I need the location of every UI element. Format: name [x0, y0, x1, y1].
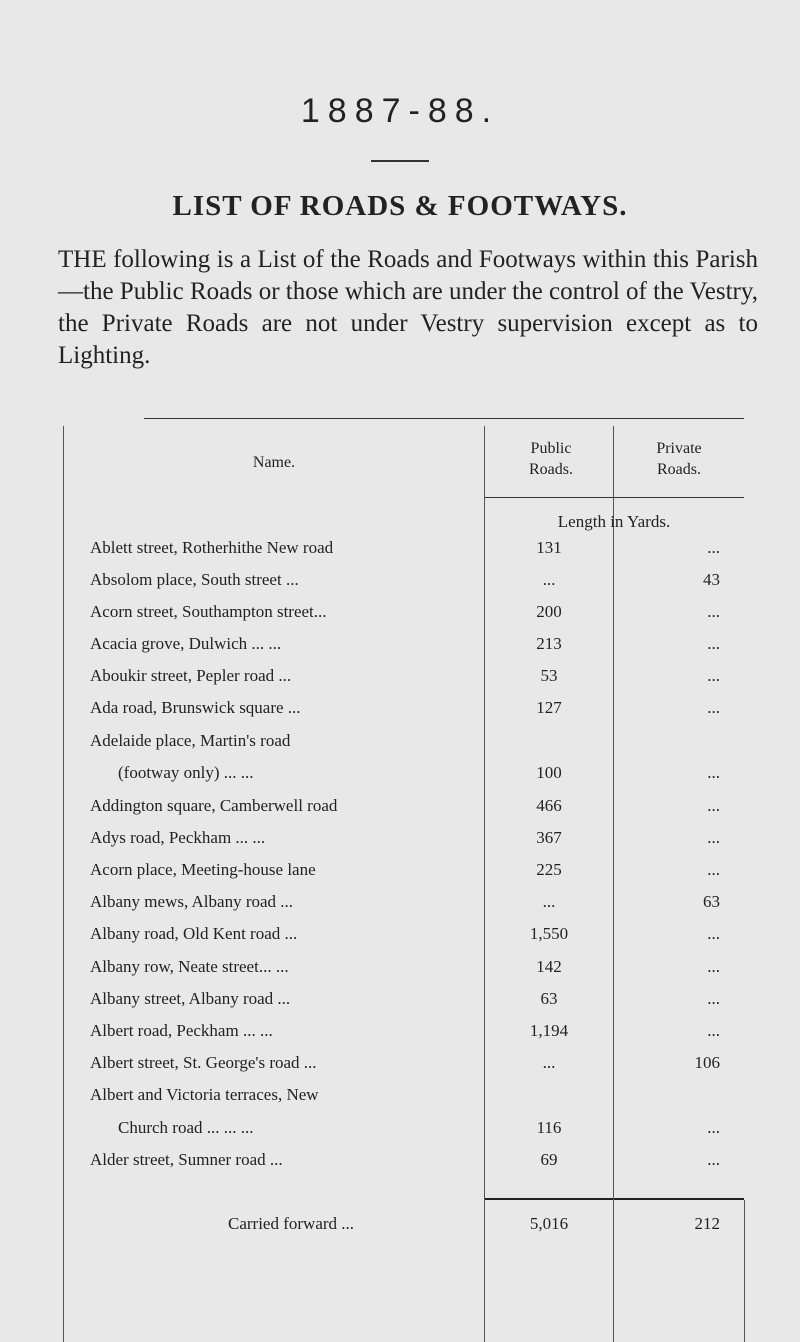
- private-length: ...: [707, 698, 720, 717]
- public-length: 116: [536, 1118, 562, 1137]
- table-row: [0, 1053, 800, 1085]
- public-length: 142: [536, 957, 562, 976]
- page-heading: LIST OF ROADS & FOOTWAYS.: [172, 190, 628, 222]
- private-length: ...: [707, 538, 720, 557]
- table-row: [0, 989, 800, 1021]
- column-header-public: Public Roads.: [529, 440, 573, 478]
- private-length: ...: [707, 1118, 720, 1137]
- table-row: [0, 731, 800, 763]
- private-length: ...: [707, 796, 720, 815]
- road-name: Ablett street, Rotherhithe New road: [90, 538, 334, 557]
- table-row: [0, 1118, 800, 1150]
- road-name: Albert and Victoria terraces, New: [90, 1085, 319, 1104]
- private-length: ...: [707, 1021, 720, 1040]
- table-row: [0, 957, 800, 989]
- road-name: Alder street, Sumner road ...: [90, 1150, 283, 1169]
- public-length: 1,550: [529, 924, 569, 943]
- private-length: 63: [703, 892, 720, 911]
- private-length: ...: [707, 989, 720, 1008]
- road-name: Albany row, Neate street... ...: [90, 957, 289, 976]
- public-length: 213: [536, 634, 562, 653]
- road-name: Ada road, Brunswick square ...: [90, 698, 301, 717]
- road-name: Albany street, Albany road ...: [90, 989, 291, 1008]
- length-unit-label: Length in Yards.: [557, 512, 671, 531]
- public-length: 53: [540, 666, 558, 685]
- table-row: [0, 698, 800, 730]
- private-length: ...: [707, 1150, 720, 1169]
- total-public: 5,016: [529, 1214, 569, 1233]
- total-rule: [484, 1198, 744, 1200]
- table-row: [0, 1085, 800, 1117]
- table-top-rule: [144, 418, 744, 419]
- table-row: [0, 924, 800, 956]
- table-row: [0, 828, 800, 860]
- public-length: 1,194: [529, 1021, 569, 1040]
- column-header-name: Name.: [252, 454, 296, 471]
- private-length: ...: [707, 634, 720, 653]
- table-row: [0, 796, 800, 828]
- road-name: Church road ... ... ...: [118, 1118, 254, 1137]
- public-length: 131: [536, 538, 562, 557]
- column-header-private: Private Roads.: [656, 440, 702, 478]
- table-right-border: [744, 1200, 745, 1342]
- public-length: 367: [536, 828, 562, 847]
- table-row: [0, 634, 800, 666]
- private-length: ...: [707, 860, 720, 879]
- total-label: Carried forward ...: [228, 1214, 355, 1233]
- private-length: 106: [694, 1053, 720, 1072]
- private-length: ...: [707, 924, 720, 943]
- road-name: Albert street, St. George's road ...: [90, 1053, 317, 1072]
- public-length: 63: [540, 989, 558, 1008]
- road-name: Acorn street, Southampton street...: [90, 602, 327, 621]
- table-row: [0, 1021, 800, 1053]
- road-name: Acacia grove, Dulwich ... ...: [90, 634, 282, 653]
- public-length: 225: [536, 860, 562, 879]
- table-row: [0, 892, 800, 924]
- public-length: 466: [536, 796, 562, 815]
- title-divider: [371, 160, 429, 162]
- header-bottom-rule: [484, 497, 744, 498]
- public-length: ...: [542, 892, 556, 911]
- road-name: Aboukir street, Pepler road ...: [90, 666, 292, 685]
- table-row: [0, 538, 800, 570]
- table-row: [0, 763, 800, 795]
- public-length: 127: [536, 698, 562, 717]
- table-row: [0, 570, 800, 602]
- road-name: Albany mews, Albany road ...: [90, 892, 294, 911]
- private-length: ...: [707, 666, 720, 685]
- private-length: ...: [707, 828, 720, 847]
- private-length: ...: [707, 957, 720, 976]
- private-length: ...: [707, 602, 720, 621]
- public-length: 69: [540, 1150, 558, 1169]
- intro-paragraph: THE following is a List of the Roads and Footways within this Parish—the Public Roads or those which are under the control of the Vestry, the Private Roads are not under Vestry supervision except as to Lighting.: [58, 246, 758, 369]
- public-length: ...: [542, 570, 556, 589]
- road-name: Absolom place, South street ...: [90, 570, 299, 589]
- road-name: (footway only) ... ...: [118, 763, 254, 782]
- public-length: ...: [542, 1053, 556, 1072]
- table-row: [0, 666, 800, 698]
- road-name: Adys road, Peckham ... ...: [90, 828, 266, 847]
- road-name: Addington square, Camberwell road: [90, 796, 338, 815]
- table-row: [0, 860, 800, 892]
- road-name: Albany road, Old Kent road ...: [90, 924, 298, 943]
- page-year: 1887-88.: [300, 92, 500, 130]
- public-length: 100: [536, 763, 562, 782]
- table-row: [0, 1150, 800, 1182]
- private-length: ...: [707, 763, 720, 782]
- public-length: 200: [536, 602, 562, 621]
- road-name: Acorn place, Meeting-house lane: [90, 860, 316, 879]
- road-name: Albert road, Peckham ... ...: [90, 1021, 273, 1040]
- private-length: 43: [703, 570, 720, 589]
- total-private: 212: [694, 1214, 720, 1233]
- table-row: [0, 602, 800, 634]
- road-name: Adelaide place, Martin's road: [90, 731, 291, 750]
